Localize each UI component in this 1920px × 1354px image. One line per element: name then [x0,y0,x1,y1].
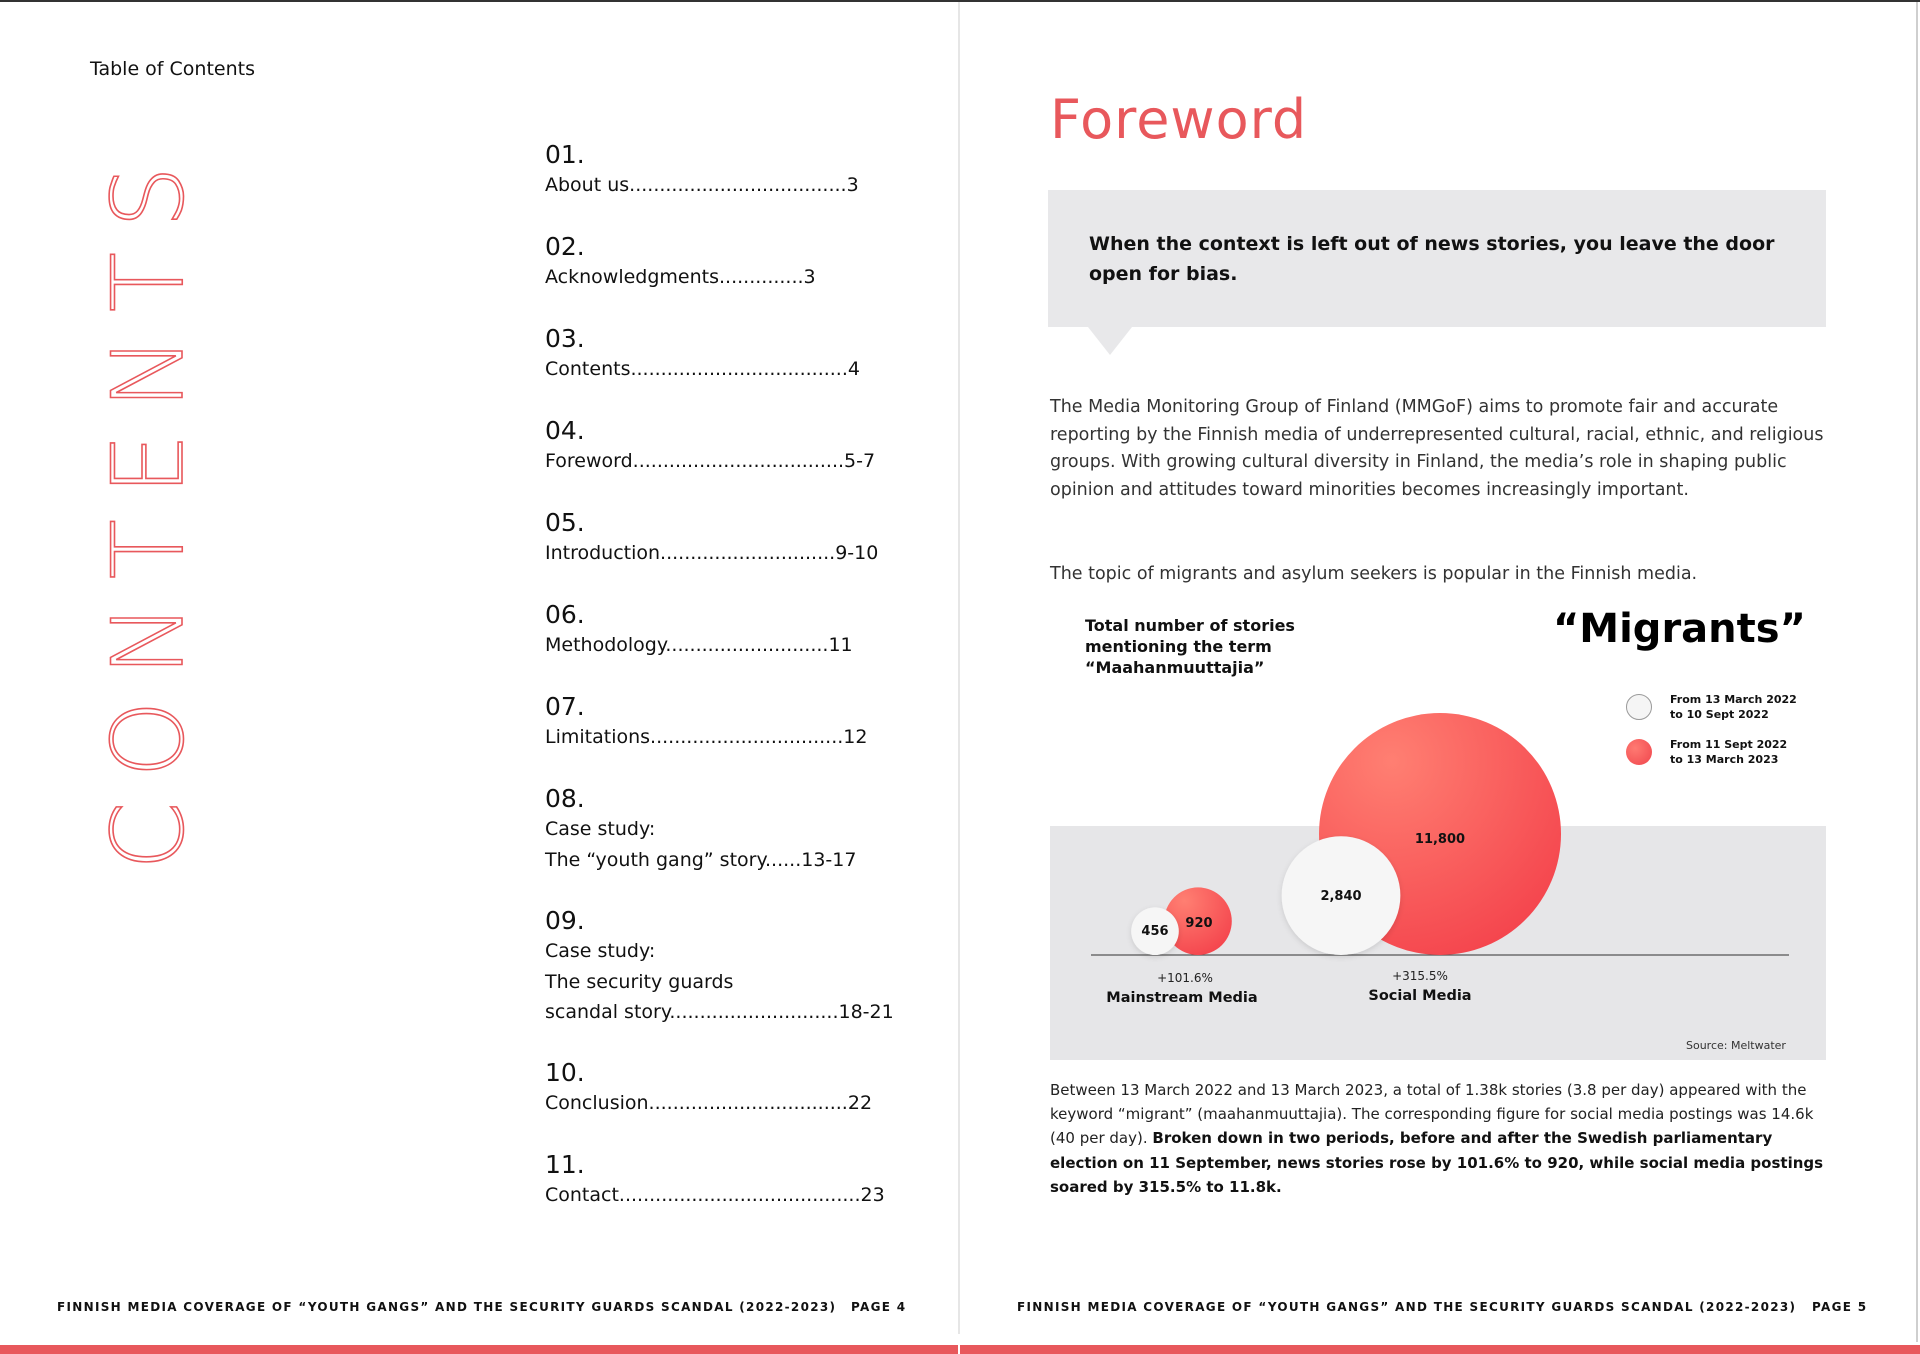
toc-item-label: About us....................................3 [545,174,859,196]
footer-title-right: FINNISH MEDIA COVERAGE OF “YOUTH GANGS” AND THE SECURITY GUARDS SCANDAL (2022-2023) [1017,1300,1797,1314]
paragraph-summary-bold: Broken down in two periods, before and after the Swedish parliamentary election on 11 September, news stories rose by 101.6% to 920, while social media postings soared by 315.5% to 11.8k. [1050,1129,1824,1196]
paragraph-intro: The Media Monitoring Group of Finland (MMGoF) aims to promote fair and accurate reporting by the Finnish media of underrepresented cultural, racial, ethnic, and religious groups. With growing cultural diversity in Finland, the media’s role in shaping public opinion and attitudes toward minorities becomes increasingly important. [1050,397,1824,500]
toc-item-label: scandal story............................18-21 [545,1001,894,1023]
page-edge [1916,2,1918,1342]
page-header: Table of Contents [90,58,255,80]
toc-item-number: 02. [545,232,585,261]
data-label-mainstream-period-2: 920 [1185,916,1213,931]
legend-label-period-1-line2: to 10 Sept 2022 [1670,708,1769,721]
vertical-contents-title: CONTENTS [92,141,206,870]
toc-item-number: 07. [545,692,585,721]
legend-label-period-2-line2: to 13 March 2023 [1670,753,1779,766]
paragraph-topic: The topic of migrants and asylum seekers is popular in the Finnish media. [1050,564,1698,584]
toc-item-label: Foreword...................................5-7 [545,450,876,472]
toc-item-label: Contents....................................4 [545,358,860,380]
change-label-social: +315.5% [1392,969,1448,983]
footer-title-left: FINNISH MEDIA COVERAGE OF “YOUTH GANGS” AND THE SECURITY GUARDS SCANDAL (2022-2023) [57,1300,837,1314]
toc-item-label: The “youth gang” story......13-17 [545,848,857,871]
toc-item-number: 10. [545,1058,585,1087]
legend-label-period-2-line1: From 11 Sept 2022 [1670,738,1788,751]
toc-item-label: Case study: [545,818,656,840]
toc-item-label: Acknowledgments..............3 [545,266,816,288]
toc-item-number: 06. [545,600,585,629]
data-label-mainstream-period-1: 456 [1141,924,1169,939]
legend-label-period-1-line1: From 13 March 2022 [1670,693,1797,706]
paragraph-summary [1050,1078,1830,1199]
toc-item-label: Limitations................................12 [545,726,868,748]
toc-item-number: 09. [545,906,585,935]
data-label-social-period-1: 2,840 [1320,889,1362,904]
category-label-mainstream: Mainstream Media [1106,990,1258,1006]
pull-quote: When the context is left out of news stories, you leave the door open for bias. [1089,233,1775,285]
bottom-accent-bar [0,1345,1920,1354]
toc-item-label: The security guards [545,970,734,993]
toc-item-label: Conclusion.................................22 [545,1092,873,1114]
chart-source: Source: Meltwater [1686,1039,1786,1052]
toc-item-label: Introduction.............................9-10 [545,542,879,564]
toc-item-label: Case study: [545,940,656,962]
toc-item-number: 04. [545,416,585,445]
chart-title: Total number of stories mentioning the term “Maahanmuuttajia” [1085,616,1295,677]
footer-page-left: PAGE 4 [851,1300,907,1314]
toc-item-number: 01. [545,140,585,169]
toc-item-number: 11. [545,1150,585,1179]
footer-page-right: PAGE 5 [1812,1300,1868,1314]
category-label-social: Social Media [1368,988,1472,1004]
paragraph-summary-regular: Between 13 March 2022 and 13 March 2023, a total of 1.38k stories (3.8 per day) appeared with the keyword “migrant” (maahanmuuttajia). The corresponding figure for social media postings was 14.6k (40 per day). [1050,1081,1814,1148]
chart-keyword: “Migrants” [1553,606,1806,652]
change-label-mainstream: +101.6% [1157,971,1213,985]
toc-item-number: 08. [545,784,585,813]
data-label-social-period-2: 11,800 [1414,832,1466,847]
toc-item-label: Methodology...........................11 [545,634,853,656]
page-title: Foreword [1050,88,1308,151]
toc-item-label: Contact........................................23 [545,1184,885,1206]
toc-item-number: 03. [545,324,585,353]
toc-item-number: 05. [545,508,585,537]
